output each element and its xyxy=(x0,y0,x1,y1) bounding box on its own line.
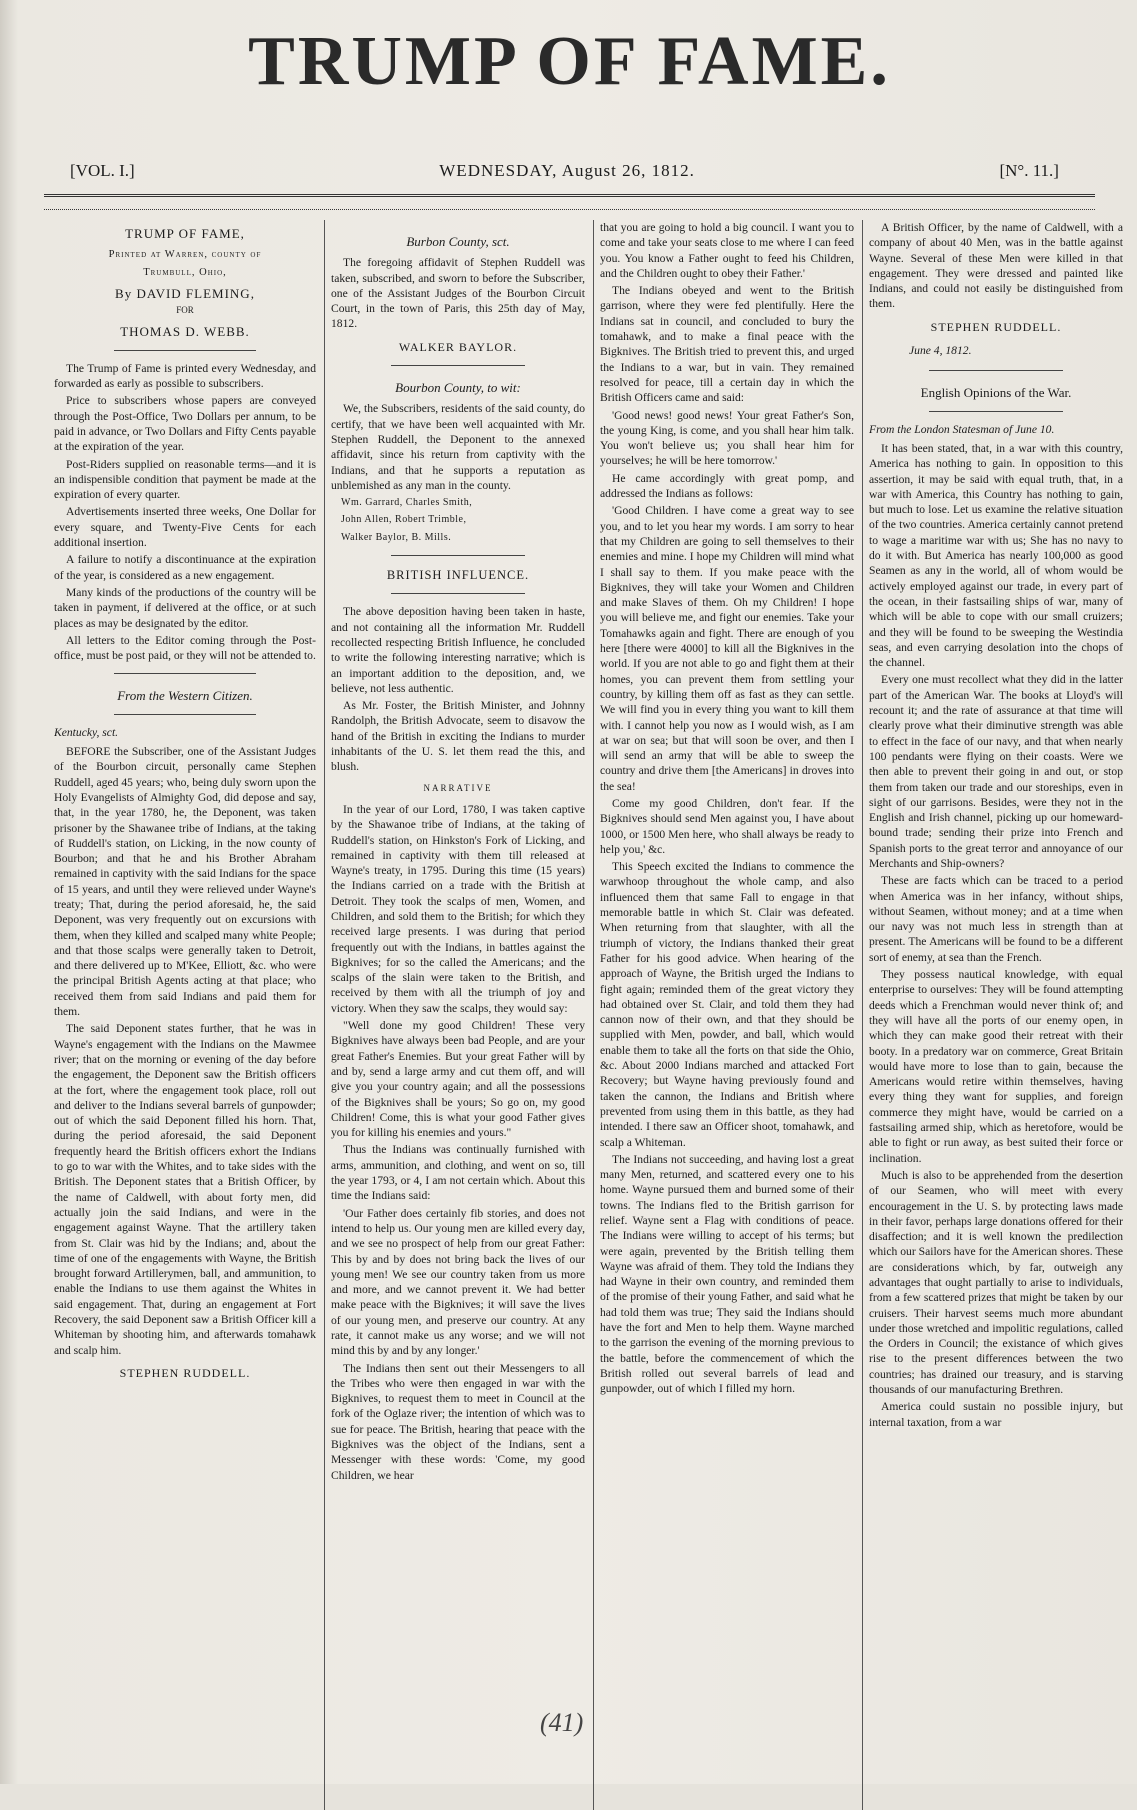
narrative-paragraph: He came accordingly with great pomp, and addressed the Indians as follows: xyxy=(600,471,854,501)
venue-heading: Burbon County, sct. xyxy=(406,234,510,249)
witness-line: Wm. Garrard, Charles Smith, xyxy=(341,497,473,509)
divider xyxy=(391,365,525,366)
deposition-paragraph: BEFORE the Subscriber, one of the Assistant Judges of the Bourbon circuit, personally came Stephen Ruddell, aged 45 years; who, being duly sworn upon the Holy Evangelists of Almighty God, did depose and say, that, in the year 1780, he, the Deponent, was taken prisoner by the Shawanee tribe of Indians, at the taking of Ruddell's station, on Licking, in the now county of Bourbon; and that he and his Brother Abraham remained in captivity with the said Indians for the space of 15 years, and until they were relieved under Wayne's treaty; That, during the period aforesaid, he, the said Deponent, was very frequently out on excursions with them, when they killed and scalped many white People; and that those scalps were generally taken to Detroit, and there delivered up to M'Kee, Elliott, &c. who were the principal British Agents acting at that place; who received them from said Indians and paid them for them. xyxy=(54,745,316,1019)
volume-label: [VOL. I.] xyxy=(70,161,135,180)
column-3 xyxy=(593,220,854,1810)
article-paragraph: America could sustain no possible injury, but internal taxation, from a war xyxy=(869,1400,1123,1429)
certify-paragraph: We, the Subscribers, residents of the said county, do certify, that we have been well acquainted with Mr. Stephen Ruddell, the Deponent to the annexed affidavit, since his return from captivity with the Indians, and that he supports a reputation as unblemished as any man in the county. xyxy=(331,402,585,492)
publisher-for: FOR xyxy=(176,305,194,316)
article-paragraph: They possess nautical knowledge, with equal enterprise to ourselves: They will be found attempting deeds which a Frenchman would never think of; and they will have all the ports of our enemy open, in which they can make good their retreat with their booty. In a predatory war on commerce, Great Britain would have more to lose than to gain, because the Americans would retire within themselves, having every thing they want for supplies, and foreign commerce they might have, would be carried on a fastsailing armed ship, which as heretofore, would be able to fight or run away, as best suited their force or inclination. xyxy=(869,968,1123,1165)
article-paragraph: Every one must recollect what they did in the latter part of the American War. The books at Lloyd's will recount it; and the rate of assurance at that time will clearly prove what their diminutive strength was able to effect in the face of our navy, and that when nearly 100 pendants were flying on their coasts. Were we then able to prevent their going in and out, or stop them from taken our trade and our storeships, even in sight of our garrisons. Besides, were they not in the English and Irish channel, picking up our homeward-bound trade; sending their prize into French and Spanish ports to the great terror and annoyance of our Merchants and Ship-owners? xyxy=(869,673,1123,870)
narrative-paragraph: 'Good news! good news! Your great Father's Son, the young King, is come, and you shall hear him talk. You won't believe us; you shall hear him for yourselves; he will be here tomorrow.' xyxy=(600,408,854,468)
narrative-paragraph: "Well done my good Children! These very Bigknives have always been bad People, and are your great Father's Enemies. But your great Father will by and by, send a large army and cut them off, and will give you your country again; and all the possessions of the Bigknives shall be yours; So go on, my good Children! Come, this is what your good Father gives you for killing his enemies and yours." xyxy=(331,1019,585,1140)
venue-heading: Bourbon County, to wit: xyxy=(395,380,521,396)
terms-paragraph: A failure to notify a discontinuance at the expiration of the year, is considered as a new engagement. xyxy=(54,553,316,582)
deposition-paragraph: The said Deponent states further, that he was in Wayne's engagement with the Indians on the Mawmee river; that on the morning or evening of the day before the engagement, the Deponent saw the British officers at the fort, where the engagement took place, roll out and deliver to the Indians several barrels of gunpowder; out of which the said Deponent filled his horn. That, during the period aforesaid, the said Deponent frequently heard the British officers exhort the Indians to go to war with the Whites, and to take sides with the British. The Deponent states that a British Officer, by the name of Caldwell, with about forty men, did actually join the said Indians, and were in the engagement against Wayne. That the artillery taken from St. Clair was hid by the Indians; and, about the time of one of the engagements with Wayne, the British brought forward Artillerymen, ball, and ammunition, to enable the Indians to use them against the Whites in said engagement. That, during an engagement at Fort Recovery, the said Deponent saw a British Officer kill a Whiteman by shooting him, and afterwards tomahawk and scalp him. xyxy=(54,1022,316,1357)
columns xyxy=(22,220,1123,1810)
narrative-paragraph: A British Officer, by the name of Caldwell, with a company of about 40 Men, was in the battle against Wayne. Several of these Men were killed in that engagement. They were dressed and painted like Indians, and could not easily be distinguished from them. xyxy=(869,221,1123,311)
signature: STEPHEN RUDDELL. xyxy=(930,319,1062,334)
dateline xyxy=(22,118,1117,186)
section-heading: BRITISH INFLUENCE. xyxy=(386,568,530,583)
column-2 xyxy=(324,220,585,1810)
narrative-paragraph: This Speech excited the Indians to commence the warwhoop throughout the whole camp, and also influenced them that same Fall to engage in that memorable battle in which St. Clair was defeated. When returning from that slaughter, with all the triumph of victory, the Indians thanked their great Father for his good advice. When hearing of the approach of Wayne, the British urged the Indians to fight again; reminded them of the great victory they had obtained over St. Clair, and told them they had cannon now of their own, and that they should be supplied with Men, powder, and ball, which would enable them to take all the forts on that side the Ohio, &c. About 2000 Indians marched and attacked Fort Recovery; but Wayne having previously found and taken the cannon, the Indians and British where prevented from using them in this battle, as they had intended. I there saw an Officer shoot, tomahawk, and scalp a Whiteman. xyxy=(600,860,854,1149)
terms-paragraph: Many kinds of the productions of the country will be taken in payment, if delivered at the office, or at such places as may be designated by the editor. xyxy=(54,585,316,630)
narrative-paragraph: Thus the Indians was continually furnished with arms, ammunition, and clothing, and went on so, till the year 1793, or 4, I am not certain which. About this time the Indians said: xyxy=(331,1143,585,1203)
divider xyxy=(391,593,525,594)
narrative-heading: NARRATIVE xyxy=(423,782,493,793)
divider xyxy=(929,411,1063,412)
narrative-paragraph: The Indians then sent out their Messengers to all the Tribes who were then engaged in war with the Bigknives, to request them to meet in Council at the fork of the Oglaze river; the intention of which was to sue for peace. The British, hearing that peace with the Bigknives was the object of the Indians, sent a Messenger with these words: 'Come, my good Children, we hear xyxy=(331,1361,585,1482)
terms-paragraph: The Trump of Fame is printed every Wednesday, and forwarded as early as possible to subscribers. xyxy=(54,361,316,391)
column-4 xyxy=(862,220,1123,1810)
terms-paragraph: Advertisements inserted three weeks, One Dollar for every square, and Twenty-Five Cents for each additional insertion. xyxy=(54,505,316,550)
narrative-paragraph: 'Our Father does certainly fib stories, and does not intend to help us. Our young men are killed every day, and we see no prospect of help from our great Father: This by and by does not bring back the lives of our young men! We see our country taken from us more and more, and we cannot prevent it. We had better make peace with the Bigknives; it will save the lives of our young men, and preserve our country. At any rate, it cannot make us any worse; and we will not mind this by and by any longer.' xyxy=(331,1206,585,1358)
article-paragraph: As Mr. Foster, the British Minister, and Johnny Randolph, the British Advocate, seem to disavow the hand of the British in exciting the Indians to murder inhabitants of the U. S. let them read the this, and blush. xyxy=(331,699,585,774)
page-number: (41) xyxy=(540,1708,584,1737)
publication-place-2: Trumbull, Ohio, xyxy=(143,266,227,278)
section-heading: English Opinions of the War. xyxy=(920,385,1072,401)
signature: STEPHEN RUDDELL. xyxy=(119,1365,251,1380)
issue-date: WEDNESDAY, August 26, 1812. xyxy=(439,161,695,180)
publication-place-1: Printed at Warren, county of xyxy=(108,249,262,261)
source-line: From the London Statesman of June 10. xyxy=(869,422,1055,436)
section-heading: From the Western Citizen. xyxy=(117,688,253,704)
narrative-paragraph: The Indians not succeeding, and having lost a great many Men, returned, and scattered every one to his home. Wayne pursued them and burned some of their towns. The Indians fled to the British garrison for relief. Wayne sent a Flag with conditions of peace. The Indians were willing to accept of his terms; but were again, prevented by the British telling them Wayne was afraid of them. They told the Indians they had Wayne in their own country, and reminded them of the promise of their young Father, and said what he had told them was true; They said the Indians should have the fort and Men to help them. Wayne marched to the garrison the evening of the morning previous to the battle, before the commencement of which the British rolled out several barrels of lead and gunpowder, out of which I filled my horn. xyxy=(600,1152,854,1396)
divider xyxy=(114,673,256,674)
column-1 xyxy=(54,220,316,1810)
article-paragraph: These are facts which can be traced to a period when America was in her infancy, without ships, without Seamen, without money; and at a time when our navy was not much less in strength than at present. The Americans will be found to be a different sort of enemy, at sea than the French. xyxy=(869,874,1123,964)
terms-paragraph: All letters to the Editor coming through the Post-office, must be post paid, or they will not be attended to. xyxy=(54,633,316,663)
divider xyxy=(929,370,1063,371)
terms-paragraph: Price to subscribers whose papers are conveyed through the Post-Office, Two Dollars per annum, to be paid in advance, or Two Dollars and Fifty Cents payable at the expiration of the year. xyxy=(54,394,316,454)
divider xyxy=(391,555,525,556)
affidavit-paragraph: The foregoing affidavit of Stephen Ruddell was taken, subscribed, and sworn to before the Subscriber, one of the Assistant Judges of the Bourbon Circuit Court, in the town of Paris, this 25th day of May, 1812. xyxy=(331,256,585,331)
publisher-for-name: THOMAS D. WEBB. xyxy=(120,324,250,340)
narrative-paragraph: Come my good Children, don't fear. If the Bigknives should send Men against you, I have about 1000, or 1500 Men here, who shall always be ready to help you,' &c. xyxy=(600,796,854,856)
article-paragraph: Much is also to be apprehended from the desertion of our Seamen, who will meet with every encouragement in the U. S. by protecting laws made in their favor, perhaps large donations offered for their disaffection; and it is well known the predilection which our Sailors have for the American shores. These are considerations which, by far, outweigh any advantages that ought partially to arise to individuals, from a few scattered prizes that might be taken by our cruisers. Their harvest seems much more abundant under those wretched and impolitic regulations, called the Orders in Council; the existance of which gives rise to the present differences between the two countries; has drained our treasury, and is starving thousands of our manufacturing Brethren. xyxy=(869,1168,1123,1397)
witness-line: Walker Baylor, B. Mills. xyxy=(341,531,452,543)
masthead-title: TRUMP OF FAME. xyxy=(248,23,891,100)
publication-title: TRUMP OF FAME, xyxy=(125,226,245,241)
signature-date: June 4, 1812. xyxy=(909,344,972,358)
article-paragraph: It has been stated, that, in a war with this country, America has nothing to gain. In opposition to this assertion, it may be said with equal truth, that, in a war with America, this Country has nothing to gain, but much to lose. Let us examine the relative situation of the two countries. America certainly cannot pretend to wage a maritime war with us; She has no navy to do it with. But America has nearly 100,000 as good Seamen as any in the world, all of whom would be actively employed against our trade, in every part of the ocean, in their fastsailing ships of war, many of which will be able to cope with our small cruizers; and they will be found to be sweeping the Westindia seas, and even carrying desolation into the chops of the channel. xyxy=(869,441,1123,670)
narrative-paragraph: The Indians obeyed and went to the British garrison, where they were fed plentifully. Here the Indians sat in council, and concluded to bury the tomahawk, and to make a final peace with the Bigknives. The British tried to prevent this, and urged the Indians to a war, but in vain. They remained resolved for peace, till a certain day in which the British Officers came and said: xyxy=(600,284,854,405)
divider xyxy=(114,350,256,351)
narrative-paragraph: that you are going to hold a big council. I want you to come and take your seats close to me where I can feed you. You know a Father ought to feed his Children, and the Children ought to obey their Father.' xyxy=(600,221,854,280)
divider xyxy=(114,714,256,715)
article-paragraph: The above deposition having been taken in haste, and not containing all the information Mr. Ruddell recollected respecting British Influence, he concluded to write the following interesting narrative; which is an important addition to the deposition, and, we believe, not less authentic. xyxy=(331,605,585,695)
ornamental-rule xyxy=(44,194,1095,210)
terms-paragraph: Post-Riders supplied on reasonable terms—and it is an indispensible condition that payment be made at the expiration of every quarter. xyxy=(54,457,316,502)
signature: WALKER BAYLOR. xyxy=(398,339,518,354)
narrative-paragraph: 'Good Children. I have come a great way to see you, and to let you hear my words. I am sorry to hear that my Children are going to sell themselves to their enemies and mine. I hope my Children will mind what I shall say to them. If you make peace with the Bigknives, they will take your Women and Children and make Slaves of them. Oh my Children! I hope you will believe me, and fight our enemies. Take your Tomahawks again and fight. There are enough of you here [there were 4000] to kill all the Bigknives in the world. If you are not able to go and fight them at their homes, you can prevent them from settling your country, by killing them off as fast as they can settle. We will find you in every thing you want to kill them with. I cannot help you now as I would wish, as I am at war on sea; but that will soon be over, and then I will send an army that will be able to sweep the country and drive them [the Americans] in droves into the sea! xyxy=(600,504,854,793)
venue-heading: Kentucky, sct. xyxy=(54,725,119,739)
narrative-paragraph: In the year of our Lord, 1780, I was taken captive by the Shawanoe tribe of Indians, at the taking of Ruddell's station, on Hinkston's Fork of Licking, and remained in captivity with them till released at Wayne's treaty, in 1795. During this time (15 years) the Indians carried on a trade with the British at Detroit. They took the scalps of men, Women, and Children, and sold them to the British; for which they received large presents. I was during that period frequently out with the Indians, in battles against the Bigknives; for so the called the Americans; and the scalps of the slain were taken to the British, and received by them with all the triumph of joy and victory. When they saw the scalps, they would say: xyxy=(331,802,585,1015)
witness-line: John Allen, Robert Trimble, xyxy=(341,514,467,526)
issue-number: [N°. 11.] xyxy=(999,161,1059,180)
publisher-by: By DAVID FLEMING, xyxy=(115,285,255,301)
